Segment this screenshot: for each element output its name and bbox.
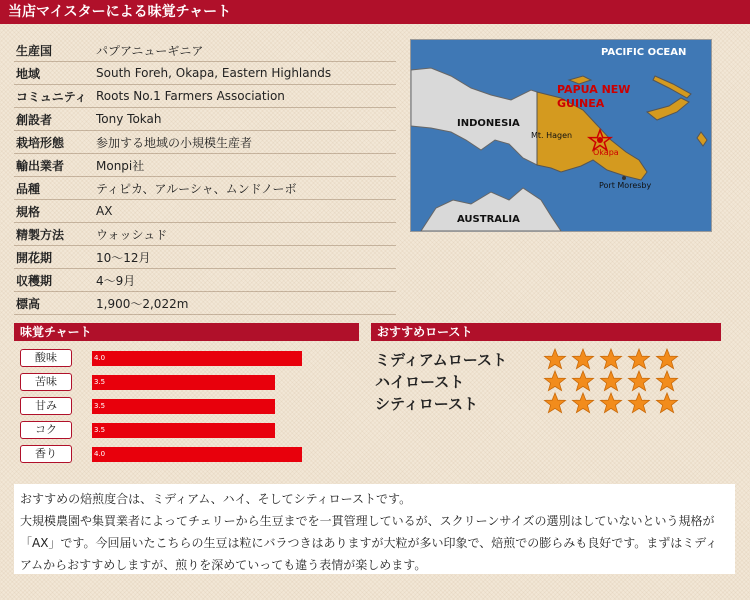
- star-icon: [543, 370, 567, 392]
- star-rating: [543, 392, 683, 414]
- star-icon: [655, 392, 679, 414]
- roast-row: [375, 392, 683, 414]
- roast-row: [375, 370, 683, 392]
- star-icon: [543, 348, 567, 370]
- spec-label: コミュニティ: [16, 89, 87, 104]
- map-label-mt-hagen: Mt. Hagen: [531, 131, 573, 140]
- spec-row: [14, 108, 396, 131]
- spec-value: 4〜9月: [96, 273, 136, 288]
- taste-chart-title: 味覚チャート: [20, 325, 92, 339]
- roast-label: ミディアムロースト: [375, 350, 508, 369]
- spec-label: 品種: [16, 181, 41, 196]
- spec-value: Roots No.1 Farmers Association: [96, 89, 285, 103]
- star-icon: [543, 392, 567, 414]
- star-icon: [655, 348, 679, 370]
- star-icon: [599, 370, 623, 392]
- spec-label: 地域: [16, 66, 41, 81]
- taste-bar: 3.5: [92, 375, 275, 390]
- spec-label: 輸出業者: [16, 158, 65, 173]
- map-label-indonesia: INDONESIA: [457, 118, 520, 129]
- port-moresby-dot: [622, 176, 626, 180]
- spec-table: [14, 39, 396, 315]
- taste-row: [20, 421, 275, 439]
- taste-row: [20, 349, 302, 367]
- star-icon: [627, 392, 651, 414]
- map-label-ocean: PACIFIC OCEAN: [601, 47, 687, 58]
- star-icon: [655, 370, 679, 392]
- spec-label: 標高: [16, 296, 41, 311]
- star-icon: [599, 348, 623, 370]
- spec-value: 10〜12月: [96, 250, 151, 265]
- spec-row: [14, 269, 396, 292]
- star-icon: [571, 370, 595, 392]
- map-svg: [411, 40, 711, 231]
- spec-row: [14, 200, 396, 223]
- spec-value: パプアニューギニア: [96, 43, 204, 58]
- spec-row: [14, 131, 396, 154]
- spec-label: 開花期: [16, 250, 53, 265]
- spec-value: Tony Tokah: [96, 112, 162, 126]
- taste-label: コク: [20, 421, 72, 439]
- roast-label: シティロースト: [375, 394, 479, 413]
- spec-value: 1,900〜2,022m: [96, 296, 189, 311]
- origin-map: [410, 39, 712, 232]
- star-icon: [599, 392, 623, 414]
- spec-row: [14, 62, 396, 85]
- taste-chart-header: [14, 323, 359, 341]
- taste-label: 香り: [20, 445, 72, 463]
- spec-value: 参加する地域の小規模生産者: [96, 135, 253, 150]
- star-rating: [543, 348, 683, 370]
- okapa-dot: [597, 137, 603, 143]
- description-line-2: 大規模農園や集買業者によってチェリーから生豆までを一貫管理しているが、スクリーンサイズの選別はしていないという規格が「AX」です。今回届いたこちらの生豆は粒にバラつきはありますが大粒が多い印象で、焙煎での膨らみも良好です。まずはミディアムからおすすめしますが、煎りを深めていっても違う表情が楽しめます。: [20, 514, 718, 572]
- roast-title: おすすめロースト: [377, 325, 473, 339]
- star-icon: [571, 392, 595, 414]
- star-rating: [543, 370, 683, 392]
- spec-row: [14, 246, 396, 269]
- spec-row: [14, 292, 396, 315]
- map-label-australia: AUSTRALIA: [457, 214, 520, 225]
- description-line-1: おすすめの焙煎度合は、ミディアム、ハイ、そしてシティローストです。: [20, 492, 412, 506]
- spec-label: 収穫期: [16, 273, 53, 288]
- taste-row: [20, 373, 275, 391]
- map-label-country-2: GUINEA: [557, 97, 605, 110]
- taste-row: [20, 445, 302, 463]
- page-header: [0, 0, 750, 24]
- spec-label: 規格: [16, 204, 41, 219]
- spec-label: 創設者: [16, 112, 53, 127]
- roast-header: [371, 323, 721, 341]
- map-label-okapa: Okapa: [593, 148, 619, 157]
- taste-label: 甘み: [20, 397, 72, 415]
- roast-row: [375, 348, 683, 370]
- spec-row: [14, 177, 396, 200]
- taste-label: 酸味: [20, 349, 72, 367]
- spec-value: Monpi社: [96, 158, 145, 173]
- spec-label: 精製方法: [16, 227, 65, 242]
- spec-label: 栽培形態: [16, 135, 65, 150]
- description-box: [14, 484, 735, 574]
- spec-row: [14, 223, 396, 246]
- taste-bar: 4.0: [92, 447, 302, 462]
- map-label-country-1: PAPUA NEW: [557, 83, 631, 96]
- spec-value: ティピカ、アルーシャ、ムンドノーボ: [96, 181, 297, 196]
- taste-bar: 3.5: [92, 423, 275, 438]
- spec-row: [14, 39, 396, 62]
- star-icon: [627, 370, 651, 392]
- spec-row: [14, 154, 396, 177]
- taste-label: 苦味: [20, 373, 72, 391]
- star-icon: [571, 348, 595, 370]
- spec-label: 生産国: [16, 43, 53, 58]
- roast-label: ハイロースト: [375, 372, 465, 391]
- spec-row: [14, 85, 396, 108]
- taste-bar: 4.0: [92, 351, 302, 366]
- map-label-port-moresby: Port Moresby: [599, 181, 652, 190]
- page-title: 当店マイスターによる味覚チャート: [8, 4, 232, 20]
- taste-row: [20, 397, 275, 415]
- spec-value: South Foreh, Okapa, Eastern Highlands: [96, 66, 332, 80]
- spec-value: ウォッシュド: [96, 227, 168, 242]
- star-icon: [627, 348, 651, 370]
- spec-value: AX: [96, 204, 113, 218]
- taste-bar: 3.5: [92, 399, 275, 414]
